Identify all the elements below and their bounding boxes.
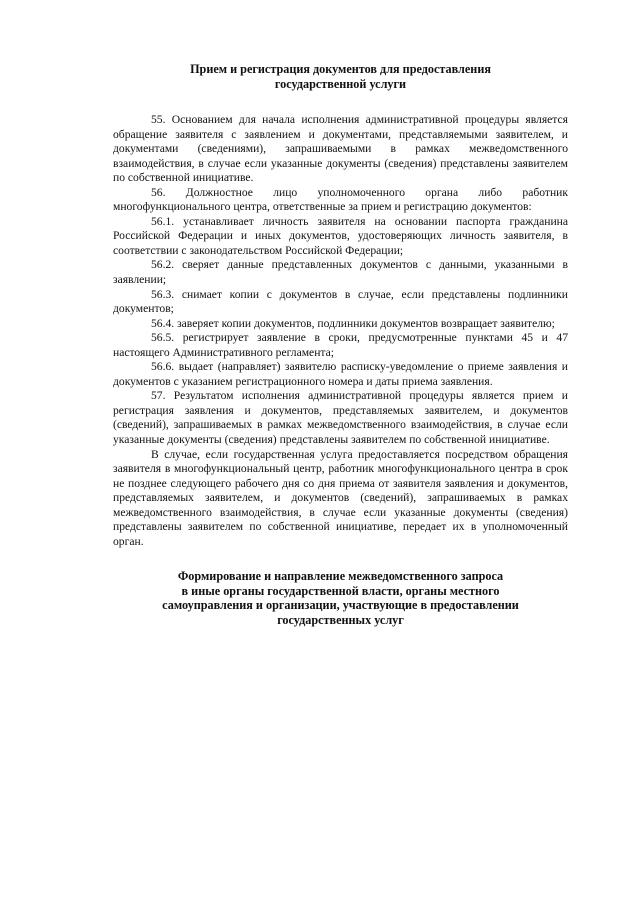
next-section-heading-line: Формирование и направление межведомственного запроса bbox=[177, 569, 504, 584]
paragraph-56-5: 56.5. регистрирует заявление в сроки, предусмотренные пунктами 45 и 47 настоящего Административного регламента; bbox=[113, 331, 568, 359]
paragraph-56-6: 56.6. выдает (направляет) заявителю расписку-уведомление о приеме заявления и документов с указанием регистрационного номера и даты приема заявления. bbox=[113, 360, 568, 388]
next-section-heading-line: самоуправления и организации, участвующие в предоставлении bbox=[162, 598, 519, 613]
section-heading-line: Прием и регистрация документов для предоставления bbox=[190, 62, 491, 76]
paragraph-56-2: 56.2. сверяет данные представленных документов с данными, указанными в заявлении; bbox=[113, 258, 568, 287]
next-section-heading-line: в иные органы государственной власти, органы местного bbox=[181, 583, 500, 598]
paragraph-56-1: 56.1. устанавливает личность заявителя на основании паспорта гражданина Российской Федерации и иных документов, удостоверяющих личность заявителя, в соответствии с законодательством Российской Федерации; bbox=[113, 214, 568, 257]
paragraph-55: 55. Основанием для начала исполнения административной процедуры является обращение заявителя с заявлением и документами, представляемыми заявителем, и документами (сведениями), запрашиваемыми в рамках межведомственного взаимодействия, в случае если указанные документы (сведения) представлены заявителем по собственной инициативе. bbox=[113, 113, 568, 185]
document-page bbox=[113, 62, 568, 627]
section-heading bbox=[113, 62, 568, 91]
document-body bbox=[113, 113, 568, 549]
paragraph-mfc-transfer: В случае, если государственная услуга предоставляется посредством обращения заявителя в многофункциональный центр, работник многофункционального центра в срок не позднее следующего рабочего дня со дня приема от заявителя заявления и документов, представляемых заявителем, и документов (сведений), запрашиваемых в рамках межведомственного взаимодействия, в случае если указанные документы (сведения) представлены заявителем по собственной инициативе, передает их в уполномоченный орган. bbox=[113, 447, 568, 548]
paragraph-56-4: 56.4. заверяет копии документов, подлинники документов возвращает заявителю; bbox=[151, 316, 555, 330]
next-section-heading-line: государственных услуг bbox=[277, 612, 404, 627]
next-section-heading bbox=[113, 569, 568, 627]
paragraph-56-3: 56.3. снимает копии с документов в случае, если представлены подлинники документов; bbox=[113, 287, 568, 316]
section-heading-line: государственной услуги bbox=[274, 76, 407, 91]
paragraph-56: 56. Должностное лицо уполномоченного органа либо работник многофункционального центра, ответственные за прием и регистрацию документов: bbox=[113, 185, 568, 214]
paragraph-57: 57. Результатом исполнения административной процедуры является прием и регистрация заявления и документов, представляемых заявителем, и документов (сведений), запрашиваемых в рамках межведомственного взаимодействия, в случае если указанные документы (сведения) представлены заявителем по собственной инициативе. bbox=[113, 389, 568, 447]
